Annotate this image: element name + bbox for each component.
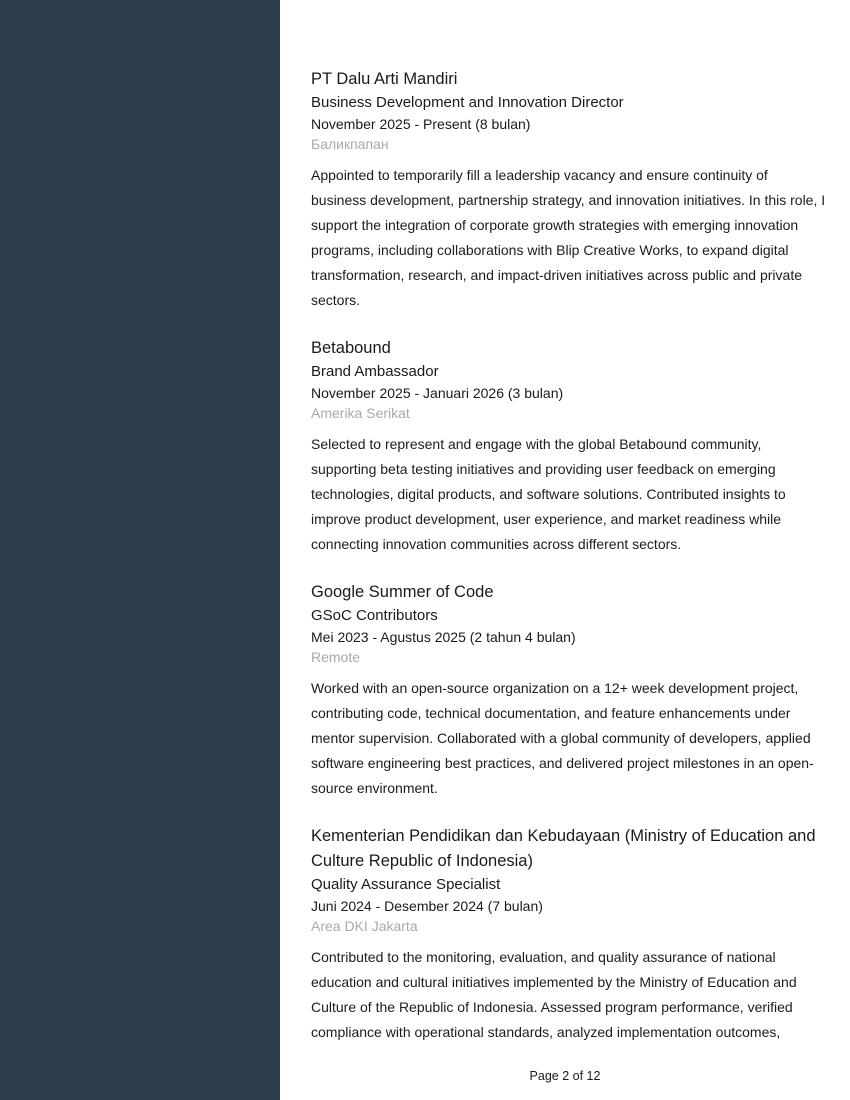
job-description: Contributed to the monitoring, evaluation, and quality assurance of national education and cultural initiatives implemented by the Ministry of Education and Culture of the Republic of Indonesia. Assessed program performance, verified compliance with operational standards, analyzed implementation outcomes,	[311, 949, 797, 1040]
job-location: Баликпапан	[311, 136, 389, 152]
company-name: Betabound	[311, 339, 391, 357]
experience-entry-kemendikbud	[311, 824, 826, 1045]
date-range: Mei 2023 - Agustus 2025 (2 tahun 4 bulan)	[311, 629, 576, 645]
company-name: Kementerian Pendidikan dan Kebudayaan (Ministry of Education and Culture Republic of Indonesia)	[311, 827, 816, 870]
job-description: Worked with an open-source organization on a 12+ week development project, contributing code, technical documentation, and feature enhancements under mentor supervision. Collaborated with a global community of developers, applied software engineering best practices, and delivered project milestones in an open-source environment.	[311, 680, 814, 796]
job-title: Business Development and Innovation Director	[311, 94, 624, 111]
job-description: Selected to represent and engage with the global Betabound community, supporting beta testing initiatives and providing user feedback on emerging technologies, digital products, and software solutions. Contributed insights to improve product development, user experience, and market readiness while connecting innovation communities across different sectors.	[311, 436, 786, 552]
date-range: Juni 2024 - Desember 2024 (7 bulan)	[311, 898, 543, 914]
job-title: Quality Assurance Specialist	[311, 876, 501, 893]
job-location: Amerika Serikat	[311, 405, 410, 421]
job-location: Remote	[311, 649, 361, 665]
experience-section	[311, 67, 826, 1068]
job-title: GSoC Contributors	[311, 607, 438, 624]
experience-entry-betabound	[311, 336, 826, 557]
date-range: November 2025 - Present (8 bulan)	[311, 116, 531, 132]
company-name: Google Summer of Code	[311, 583, 494, 601]
page-number: Page 2 of 12	[529, 1069, 601, 1083]
date-range: November 2025 - Januari 2026 (3 bulan)	[311, 385, 564, 401]
job-title: Brand Ambassador	[311, 363, 439, 380]
job-location: Area DKI Jakarta	[311, 918, 418, 934]
experience-entry-dalu-arti-mandiri	[311, 67, 826, 313]
experience-entry-google-summer-of-code	[311, 580, 826, 801]
job-description: Appointed to temporarily fill a leadership vacancy and ensure continuity of business development, partnership strategy, and innovation initiatives. In this role, I support the integration of corporate growth strategies with emerging innovation programs, including collaborations with Blip Creative Works, to expand digital transformation, research, and impact-driven initiatives across public and private sectors.	[311, 167, 826, 308]
sidebar-panel	[0, 0, 280, 1100]
company-name: PT Dalu Arti Mandiri	[311, 70, 458, 88]
